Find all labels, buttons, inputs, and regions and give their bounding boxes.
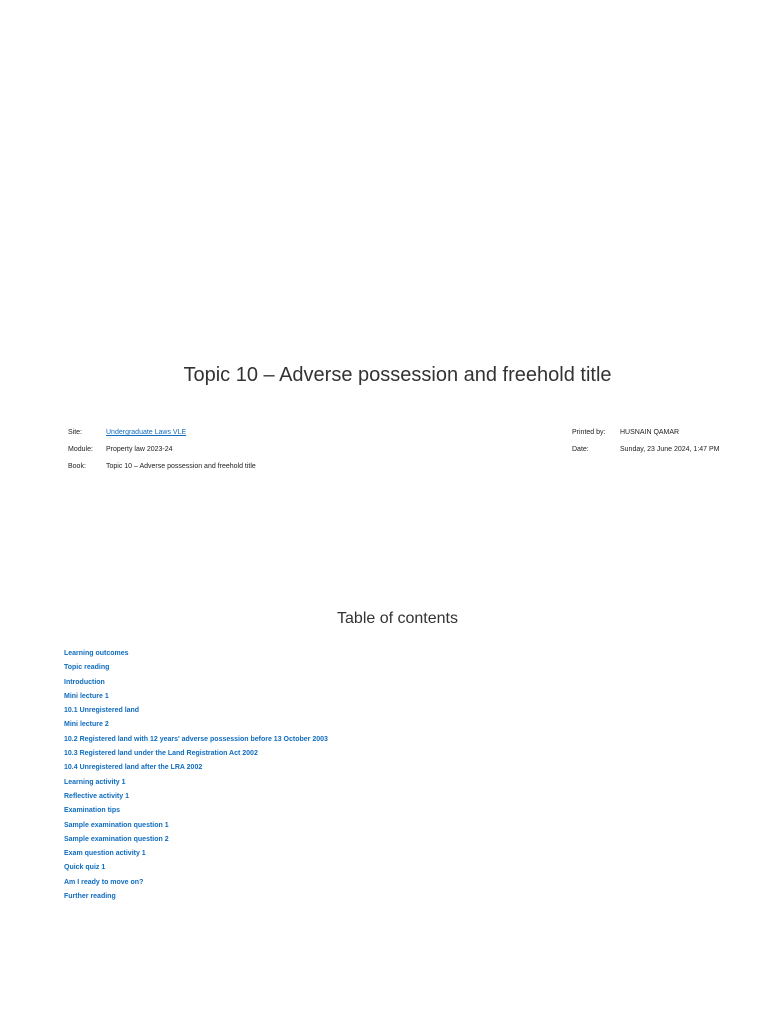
printed-by-value: HUSNAIN QAMAR xyxy=(620,429,680,436)
toc-link[interactable]: 10.2 Registered land with 12 years' adverse possession before 13 October 2003 xyxy=(64,735,328,743)
toc-link[interactable]: Learning activity 1 xyxy=(64,778,126,786)
page-title: Topic 10 – Adverse possession and freehold title xyxy=(183,364,612,386)
module-label: Module: xyxy=(68,446,93,453)
toc-link[interactable]: Sample examination question 2 xyxy=(64,835,169,843)
toc-link[interactable]: Exam question activity 1 xyxy=(64,850,146,858)
book-info-right xyxy=(572,428,762,458)
printed-by-label: Printed by: xyxy=(572,429,606,436)
toc-list xyxy=(64,649,328,906)
toc-link[interactable]: Quick quiz 1 xyxy=(64,864,106,872)
date-value: Sunday, 23 June 2024, 1:47 PM xyxy=(620,446,720,453)
toc-link[interactable]: 10.3 Registered land under the Land Registration Act 2002 xyxy=(64,750,258,758)
toc-link[interactable]: Further reading xyxy=(64,893,116,901)
toc-link[interactable]: Am I ready to move on? xyxy=(64,878,144,886)
toc-link[interactable]: Learning outcomes xyxy=(64,650,129,657)
date-label: Date: xyxy=(572,446,589,453)
toc-link[interactable]: Introduction xyxy=(64,678,105,686)
toc-link[interactable]: Sample examination question 1 xyxy=(64,821,169,829)
book-label: Book: xyxy=(68,463,86,470)
toc-link[interactable]: Mini lecture 2 xyxy=(64,721,109,729)
site-link[interactable]: Undergraduate Laws VLE xyxy=(106,429,187,436)
toc-link[interactable]: Reflective activity 1 xyxy=(64,792,129,800)
site-label: Site: xyxy=(68,429,83,436)
toc-heading: Table of contents xyxy=(337,610,458,627)
toc-link[interactable]: 10.4 Unregistered land after the LRA 2002 xyxy=(64,764,203,772)
module-value: Property law 2023-24 xyxy=(106,446,173,453)
book-info-left xyxy=(68,428,388,478)
book-value: Topic 10 – Adverse possession and freehold title xyxy=(106,463,256,470)
toc-link[interactable]: Examination tips xyxy=(64,807,121,815)
toc-link[interactable]: Mini lecture 1 xyxy=(64,692,109,700)
toc-link[interactable]: Topic reading xyxy=(64,664,110,672)
toc-link[interactable]: 10.1 Unregistered land xyxy=(64,707,140,715)
